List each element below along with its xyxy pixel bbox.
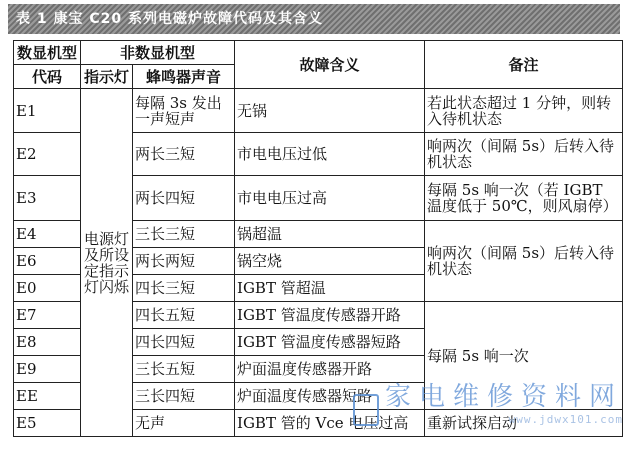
header-row-1 (14, 41, 623, 65)
meaning-cell: 锅超温 (235, 221, 425, 248)
code-cell: EE (14, 383, 81, 410)
note-cell: 响两次（间隔 5s）后转入待机状态 (425, 221, 623, 302)
meaning-cell: 锅空烧 (235, 248, 425, 275)
watermark-text: 家电维修资料网 (384, 382, 623, 412)
meaning-cell: 炉面温度传感器短路 (235, 383, 425, 410)
buzzer-cell: 每隔 3s 发出一声短声 (133, 89, 235, 133)
header-remarks: 备注 (425, 41, 623, 89)
header-non-digital-model: 非数显机型 (81, 41, 235, 65)
header-fault-meaning: 故障含义 (235, 41, 425, 89)
watermark (353, 376, 623, 426)
header-digital-model: 数显机型 (14, 41, 81, 65)
table-row (14, 89, 623, 133)
header-buzzer: 蜂鸣器声音 (133, 65, 235, 89)
meaning-cell: 炉面温度传感器开路 (235, 356, 425, 383)
indicator-cell: 电源灯及所设定指示灯闪烁 (81, 89, 133, 437)
note-cell: 响两次（间隔 5s）后转入待机状态 (425, 133, 623, 176)
watermark-logo-icon (353, 394, 379, 426)
code-cell: E4 (14, 221, 81, 248)
code-cell: E9 (14, 356, 81, 383)
table-caption: 表 1 康宝 C20 系列电磁炉故障代码及其含义 (8, 4, 620, 34)
buzzer-cell: 无声 (133, 410, 235, 437)
note-cell: 每隔 5s 响一次 (425, 302, 623, 410)
buzzer-cell: 三长三短 (133, 221, 235, 248)
meaning-cell: IGBT 管温度传感器短路 (235, 329, 425, 356)
buzzer-cell: 三长五短 (133, 356, 235, 383)
buzzer-cell: 三长四短 (133, 383, 235, 410)
code-cell: E8 (14, 329, 81, 356)
meaning-cell: IGBT 管的 Vce 电压过高 (235, 410, 425, 437)
code-cell: E2 (14, 133, 81, 176)
buzzer-cell: 四长三短 (133, 275, 235, 302)
meaning-cell: IGBT 管超温 (235, 275, 425, 302)
meaning-cell: 市电电压过高 (235, 176, 425, 221)
code-cell: E7 (14, 302, 81, 329)
watermark-url: www.jdwx101.com (508, 413, 623, 426)
code-cell: E3 (14, 176, 81, 221)
code-cell: E5 (14, 410, 81, 437)
header-indicator: 指示灯 (81, 65, 133, 89)
note-cell: 每隔 5s 响一次（若 IGBT 温度低于 50℃，则风扇停） (425, 176, 623, 221)
header-code: 代码 (14, 65, 81, 89)
meaning-cell: IGBT 管温度传感器开路 (235, 302, 425, 329)
meaning-cell: 市电电压过低 (235, 133, 425, 176)
code-cell: E0 (14, 275, 81, 302)
code-cell: E6 (14, 248, 81, 275)
watermark-text-block (385, 376, 623, 426)
buzzer-cell: 四长四短 (133, 329, 235, 356)
buzzer-cell: 两长四短 (133, 176, 235, 221)
buzzer-cell: 四长五短 (133, 302, 235, 329)
code-cell: E1 (14, 89, 81, 133)
buzzer-cell: 两长两短 (133, 248, 235, 275)
buzzer-cell: 两长三短 (133, 133, 235, 176)
note-cell: 重新试探启动 (425, 410, 623, 437)
note-cell: 若此状态超过 1 分钟，则转入待机状态 (425, 89, 623, 133)
meaning-cell: 无锅 (235, 89, 425, 133)
